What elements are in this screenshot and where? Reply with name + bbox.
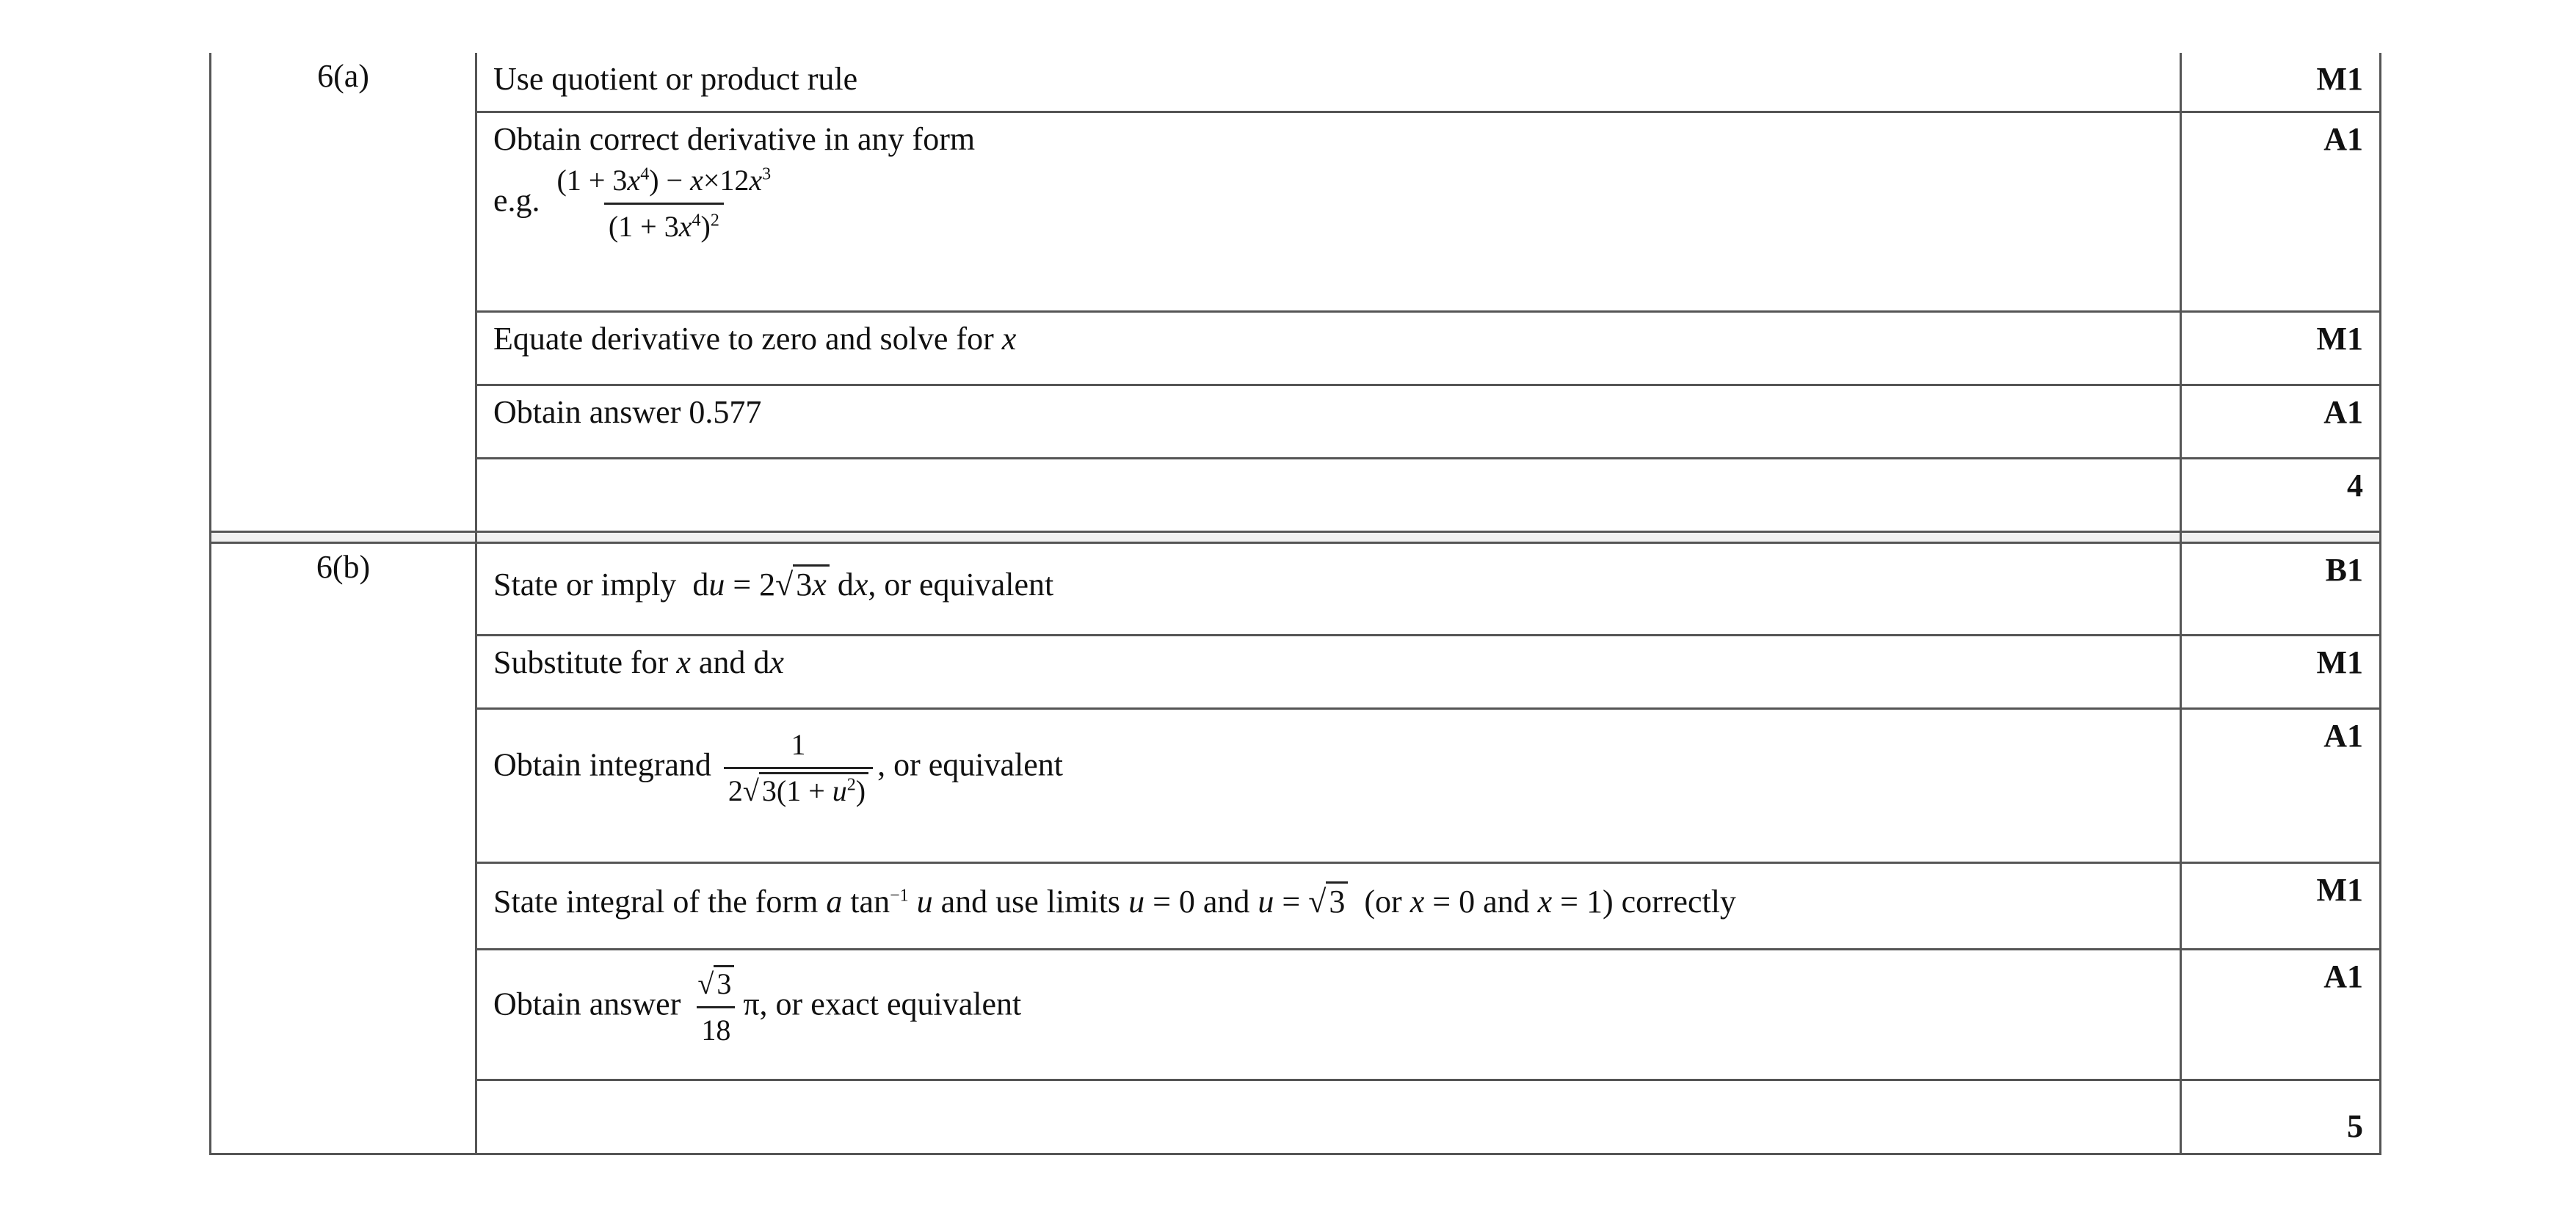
table-row — [211, 1080, 2381, 1154]
answer-cell: Substitute for x and dx — [476, 635, 2181, 708]
total-mark: 4 — [2181, 458, 2381, 531]
mark-cell: A1 — [2181, 385, 2381, 458]
table-row — [211, 385, 2381, 458]
answer-cell — [476, 311, 2181, 385]
eg-prefix: e.g. — [493, 182, 540, 219]
answer-middle: and d — [698, 644, 770, 680]
table-row — [211, 458, 2381, 531]
answer-text: Obtain correct derivative in any form — [493, 120, 976, 157]
derivative-fraction: $\frac{(1 + 3x^4) - x\times 12x^3}{(1 + 3x^4)^2}$ — [556, 164, 772, 244]
mark-cell: B1 — [2181, 542, 2381, 635]
mark-cell: M1 — [2181, 53, 2381, 112]
answer-text: Substitute for — [493, 644, 669, 680]
answer-middle: and use limits — [940, 883, 1121, 920]
total-mark: 5 — [2181, 1080, 2381, 1154]
mark-cell: A1 — [2181, 708, 2381, 862]
question-label: 6(b) — [211, 542, 476, 1154]
answer-tail: correctly — [1621, 883, 1736, 920]
mark-cell: A1 — [2181, 112, 2381, 311]
section-divider — [211, 531, 2381, 542]
derivative-example — [493, 163, 2163, 244]
answer-text: State integral of the form — [493, 883, 819, 920]
table-row — [211, 53, 2381, 112]
answer-middle: and — [1202, 883, 1250, 920]
answer-fraction: $\frac{√ 3}{18}$ — [693, 967, 739, 1048]
answer-cell — [476, 708, 2181, 862]
table-row — [211, 949, 2381, 1080]
table-row — [211, 862, 2381, 949]
answer-cell — [476, 542, 2181, 635]
table-row — [211, 311, 2381, 385]
answer-cell — [476, 458, 2181, 531]
answer-suffix: , or equivalent — [877, 746, 1064, 783]
answer-text: Obtain integrand — [493, 746, 711, 783]
answer-text: Equate derivative to zero and solve for — [493, 320, 994, 357]
answer-cell: Obtain answer 0.577 — [476, 385, 2181, 458]
math-du: du = 2√3x dx — [684, 567, 868, 603]
table-row — [211, 112, 2381, 311]
table-row — [211, 542, 2381, 635]
table-row — [211, 708, 2381, 862]
question-label: 6(a) — [211, 53, 476, 531]
answer-cell — [476, 1080, 2181, 1154]
mark-cell: M1 — [2181, 635, 2381, 708]
answer-text: State or imply — [493, 566, 677, 603]
mark-cell: M1 — [2181, 311, 2381, 385]
answer-suffix: , or equivalent — [868, 566, 1054, 603]
answer-cell: State integral of the form a $\tan^{-1} u$ and use limits u = 0 and u = √3 (or x = 0 and x = 1) correctly — [476, 862, 2181, 949]
mark-scheme-table — [209, 53, 2381, 1155]
variable-x: x — [1001, 320, 1017, 357]
answer-text: Obtain answer — [493, 986, 681, 1022]
answer-cell: Use quotient or product rule — [476, 53, 2181, 112]
mark-scheme — [209, 53, 2379, 1155]
answer-cell: Obtain answer $\frac{√ 3}{18}$ π, or exact equivalent — [476, 949, 2181, 1080]
table-row — [211, 635, 2381, 708]
answer-suffix: , or exact equivalent — [759, 986, 1022, 1022]
integrand-fraction: $\frac{1}{2√ 3(1 + u^2)}$ — [724, 727, 873, 809]
mark-cell: M1 — [2181, 862, 2381, 949]
answer-cell — [476, 112, 2181, 311]
mark-cell: A1 — [2181, 949, 2381, 1080]
